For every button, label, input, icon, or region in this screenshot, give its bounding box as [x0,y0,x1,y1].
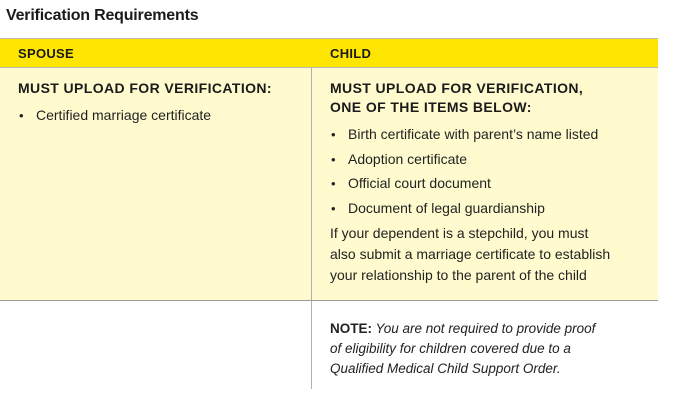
bullet-icon: • [331,176,336,191]
stepchild-note-line-3: your relationship to the parent of the child [330,267,587,283]
child-heading-line-2: ONE OF THE ITEMS BELOW: [330,99,532,115]
header-spouse: SPOUSE [18,45,74,61]
bullet-icon: • [19,108,24,123]
list-item [330,150,648,169]
spouse-list [18,106,311,125]
footnote [312,301,658,389]
footnote-line-3: Qualified Medical Child Support Order. [330,361,561,376]
stepchild-note-line-1: If your dependent is a stepchild, you must [330,225,589,241]
spouse-heading: MUST UPLOAD FOR VERIFICATION: [18,80,272,96]
header-child: CHILD [330,45,372,61]
stepchild-note [330,223,648,286]
footnote-line-1: You are not required to provide proof [372,321,596,336]
child-list [330,125,648,218]
bullet-icon: • [331,200,336,216]
page-title: Verification Requirements [6,7,199,24]
footnote-row [0,301,658,389]
stepchild-note-line-2: also submit a marriage certificate to establish [330,246,611,262]
child-heading [330,79,648,117]
child-column [312,68,658,300]
list-item-text: Official court document [348,175,491,191]
list-item [18,106,311,125]
list-item-text: Certified marriage certificate [36,107,212,123]
list-item [330,174,648,193]
list-item-text: Birth certificate with parent’s name listed [348,126,599,142]
list-item [330,125,648,144]
child-heading-line-1: MUST UPLOAD FOR VERIFICATION, [330,80,584,96]
footnote-label: NOTE: [330,321,372,336]
table-header-row [0,38,658,68]
list-item [330,199,648,218]
spouse-column [0,68,312,300]
requirements-row [0,68,658,301]
footnote-empty-cell [0,301,312,389]
list-item-text: Adoption certificate [348,150,468,167]
verification-table [0,38,658,389]
footnote-line-2: of eligibility for children covered due to a [330,341,571,356]
bullet-icon: • [331,127,336,142]
bullet-icon: • [331,151,336,167]
list-item-text: Document of legal guardianship [348,199,545,216]
